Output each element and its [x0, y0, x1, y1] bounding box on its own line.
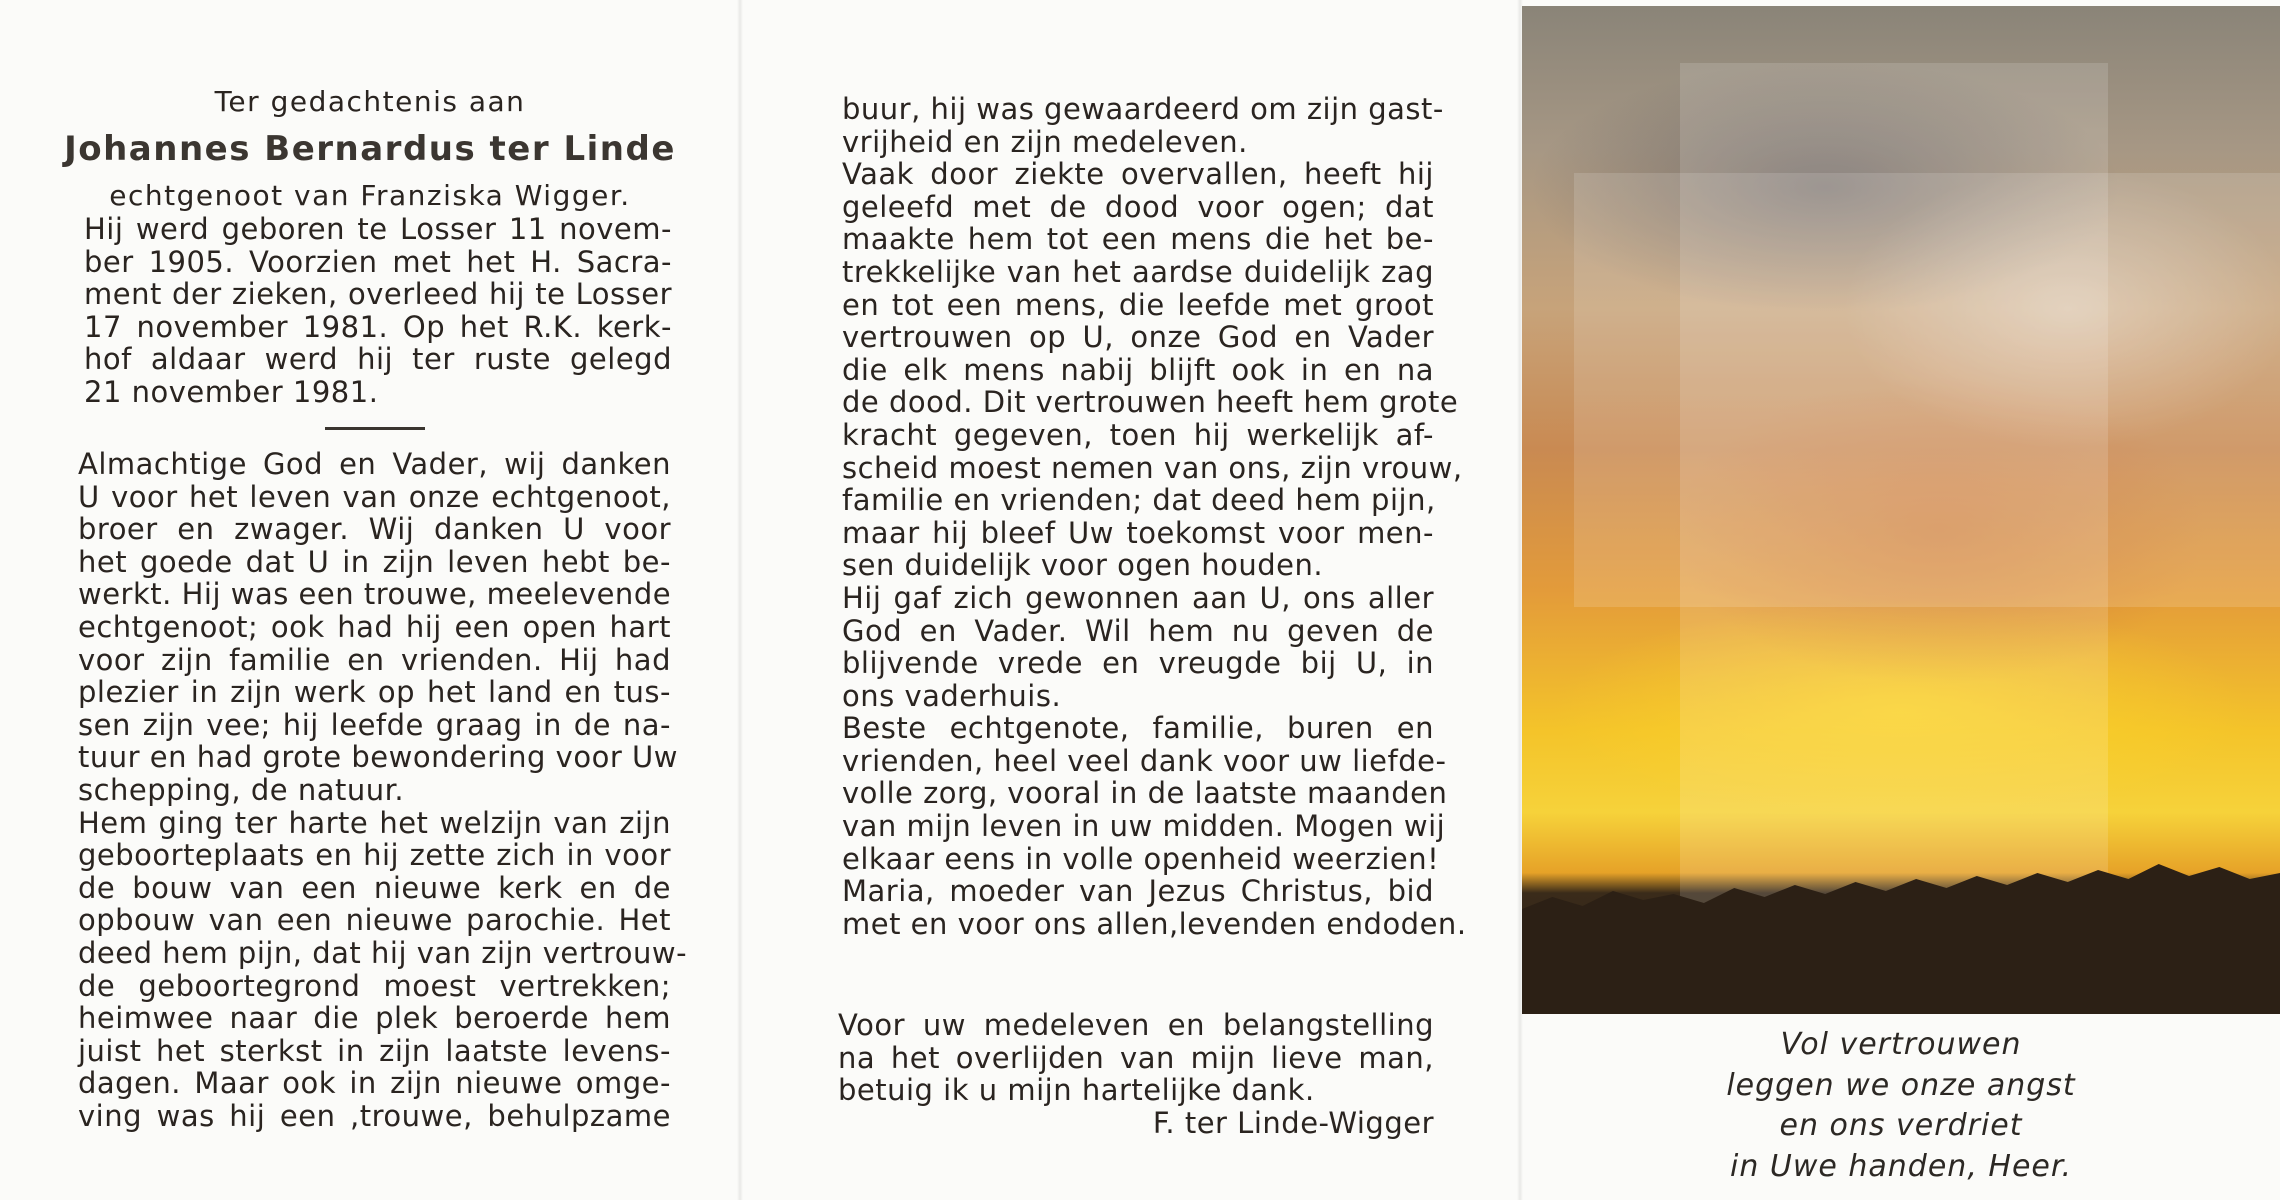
divider-rule: [325, 427, 425, 430]
prayer-line: sen zijn vee; hij leefde graag in de na-: [78, 707, 671, 742]
verse-line: en ons verdriet: [1779, 1108, 2023, 1143]
memo-line: sen duidelijk voor ogen houden.: [842, 548, 1324, 583]
thanks-line: Voor uw medeleven en belangstelling: [838, 1008, 1434, 1042]
memo-line: elkaar eens in volle openheid weerzien!: [842, 841, 1440, 876]
memo-line: geleefd met de dood voor ogen; dat: [842, 189, 1434, 224]
memo-line: vrijheid en zijn medeleven.: [842, 124, 1248, 159]
memo-line: maakte hem tot een mens die het be-: [842, 222, 1434, 257]
memo-line: ons vaderhuis.: [842, 678, 1062, 713]
prayer-line: juist het sterkst in zijn laatste levens-: [78, 1033, 671, 1068]
prayer-line: het goede dat U in zijn leven hebt be-: [78, 544, 671, 579]
memo-line: Vaak door ziekte overvallen, heeft hij: [842, 157, 1434, 192]
memo-line: van mijn leven in uw midden. Mogen wij: [842, 809, 1446, 844]
spouse-line: echtgenoot van Franziska Wigger.: [109, 179, 631, 212]
prayer-line: Almachtige God en Vader, wij danken: [78, 447, 671, 481]
memo-line: vertrouwen op U, onze God en Vader: [842, 320, 1434, 355]
memo-line: maar hij bleef Uw toekomst voor men-: [842, 515, 1434, 550]
verse-line: Vol vertrouwen: [1780, 1027, 2022, 1062]
prayer-line: voor zijn familie en vrienden. Hij had: [78, 642, 671, 677]
memo-line: Beste echtgenote, familie, buren en: [842, 711, 1434, 746]
prayer-line: broer en zwager. Wij danken U voor: [78, 512, 671, 547]
signature: F. ter Linde-Wigger: [1152, 1105, 1434, 1140]
memorial-text: [842, 92, 1467, 941]
memo-line: de dood. Dit vertrouwen heeft hem grote: [842, 385, 1459, 420]
memo-line: God en Vader. Wil hem nu geven de: [842, 613, 1434, 648]
memo-line: Hij gaf zich gewonnen aan U, ons aller: [842, 580, 1434, 615]
prayer-line: de bouw van een nieuwe kerk en de: [78, 870, 671, 905]
verse-line: leggen we onze angst: [1726, 1067, 2076, 1103]
bio-line: Hij werd geboren te Losser 11 novem-: [84, 212, 672, 246]
prayer-line: plezier in zijn werk op het land en tus-: [78, 675, 671, 710]
thanks-text: [838, 1009, 1434, 1139]
bio-line: ber 1905. Voorzien met het H. Sacra-: [84, 244, 672, 279]
bio-line: hof aldaar werd hij ter ruste gelegd: [84, 342, 672, 377]
sunset-photo: [1522, 6, 2280, 1014]
thanks-line: betuig ik u mijn hartelijke dank.: [838, 1073, 1315, 1108]
prayer-line: Hem ging ter harte het welzijn van zijn: [78, 805, 671, 840]
prayer-line: heimwee naar die plek beroerde hem: [78, 1001, 671, 1036]
prayer-line: schepping, de natuur.: [78, 772, 405, 807]
memo-line: met en voor ons allen,levenden endoden.: [842, 906, 1467, 941]
thanks-line: na het overlijden van mijn lieve man,: [838, 1040, 1434, 1075]
bio-line: 21 november 1981.: [84, 374, 379, 409]
memo-line: scheid moest nemen van ons, zijn vrouw,: [842, 450, 1463, 485]
cross-overlay-horizontal: [1574, 173, 2280, 607]
prayer-line: opbouw van een nieuwe parochie. Het: [78, 903, 671, 938]
prayer-line: echtgenoot; ook had hij een open hart: [78, 609, 671, 644]
memo-line: en tot een mens, die leefde met groot: [842, 287, 1434, 322]
prayer-line: geboorteplaats en hij zette zich in voor: [78, 838, 671, 873]
prayer-text: [78, 447, 688, 1133]
memo-line: buur, hij was gewaardeerd om zijn gast-: [842, 92, 1444, 126]
verse-line: in Uwe handen, Heer.: [1730, 1148, 2072, 1184]
bio-line: ment der zieken, overleed hij te Losser: [84, 277, 672, 312]
left-panel: [0, 0, 740, 1200]
memo-line: volle zorg, vooral in de laatste maanden: [842, 776, 1448, 811]
treeline-silhouette: [1522, 864, 2280, 1014]
prayer-line: ving was hij een ,trouwe, behulpzame: [78, 1098, 671, 1133]
prayer-line: de geboortegrond moest vertrekken;: [78, 968, 671, 1003]
memorial-heading: Ter gedachtenis aan: [214, 85, 526, 118]
memo-line: die elk mens nabij blijft ook in en na: [842, 352, 1434, 387]
deceased-name: Johannes Bernardus ter Linde: [64, 129, 676, 169]
title-block: [0, 82, 740, 216]
prayer-line: deed hem pijn, dat hij van zijn vertrouw-: [78, 935, 688, 970]
prayer-line: werkt. Hij was een trouwe, meelevende: [78, 577, 672, 612]
memo-line: kracht gegeven, toen hij werkelijk af-: [842, 417, 1434, 452]
biography-text: [84, 213, 672, 409]
memo-line: trekkelijke van het aardse duidelijk zag: [842, 254, 1434, 289]
prayer-line: U voor het leven van onze echtgenoot,: [78, 479, 671, 514]
verse-text: [1522, 1025, 2280, 1187]
prayer-line: dagen. Maar ook in zijn nieuwe omge-: [78, 1066, 671, 1101]
memo-line: Maria, moeder van Jezus Christus, bid: [842, 874, 1434, 909]
memo-line: vrienden, heel veel dank voor uw liefde-: [842, 743, 1447, 778]
memo-line: familie en vrienden; dat deed hem pijn,: [842, 483, 1436, 518]
bio-line: 17 november 1981. Op het R.K. kerk-: [84, 309, 672, 344]
prayer-line: tuur en had grote bewondering voor Uw: [78, 740, 678, 775]
memo-line: blijvende vrede en vreugde bij U, in: [842, 646, 1434, 681]
